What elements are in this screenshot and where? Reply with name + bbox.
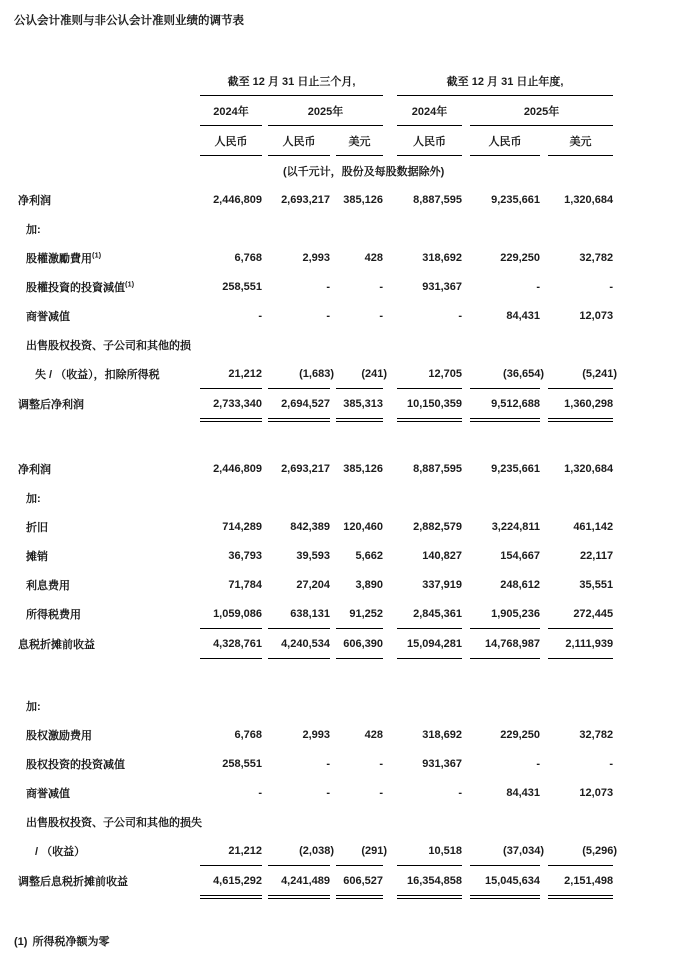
- cell-value: 15,045,634: [470, 866, 540, 898]
- row-label: 加:: [26, 223, 41, 236]
- cell-value: 385,126: [343, 193, 384, 206]
- row-label-cell: [14, 454, 200, 483]
- column-spacer: [383, 126, 397, 156]
- row-label-cell: [14, 749, 200, 778]
- year-header-fy-2024: 2024年: [397, 96, 462, 126]
- cell-value: 15,094,281: [397, 629, 462, 659]
- row-label-cell: [14, 807, 613, 836]
- column-spacer: [540, 272, 548, 301]
- row-label-cell: [14, 541, 200, 570]
- cell-value: -: [379, 280, 384, 293]
- page-title: 公认会计准则与非公认会计准则业绩的调节表: [14, 15, 244, 27]
- column-spacer: [462, 359, 470, 389]
- row-label: 失 / （收益），扣除所得税: [35, 368, 160, 381]
- cell-value: -: [609, 280, 614, 293]
- row-label: 调整后净利润: [18, 399, 84, 412]
- column-spacer: [540, 629, 548, 659]
- cell-value: 9,512,688: [470, 389, 540, 421]
- row-label-cell: [14, 389, 200, 421]
- column-spacer: [383, 272, 397, 301]
- table-row: [14, 301, 613, 330]
- column-spacer: [462, 749, 470, 778]
- column-spacer: [462, 301, 470, 330]
- table-row: [14, 214, 613, 243]
- currency-header-rmb: 人民币: [200, 126, 262, 156]
- cell-value: 2,693,217: [281, 462, 330, 475]
- row-label-cell: [14, 483, 613, 512]
- footnote-text: 所得税净额为零: [32, 936, 110, 948]
- column-spacer: [462, 454, 470, 483]
- column-spacer: [540, 512, 548, 541]
- column-spacer: [462, 629, 470, 659]
- column-spacer: [462, 836, 470, 866]
- cell-value: 385,126: [343, 462, 384, 475]
- cell-value: 337,919: [422, 578, 463, 591]
- table-header: [14, 66, 613, 185]
- period-group-row: [14, 66, 613, 96]
- row-label-cell: [14, 599, 200, 629]
- row-label-cell: [14, 629, 200, 659]
- table-row: [14, 359, 613, 389]
- cell-value: -: [609, 757, 614, 770]
- cell-value: 84,431: [506, 309, 541, 322]
- row-label: 净利润: [18, 463, 51, 476]
- row-label-cell: [14, 836, 200, 866]
- cell-value: 842,389: [290, 520, 330, 533]
- table-row: [14, 778, 613, 807]
- column-spacer: [383, 96, 397, 126]
- currency-header-row: [14, 126, 613, 156]
- column-spacer: [462, 866, 470, 898]
- cell-value: 3,890: [355, 578, 384, 591]
- row-label-cell: [14, 243, 200, 272]
- column-spacer: [540, 126, 548, 156]
- column-spacer: [540, 778, 548, 807]
- cell-value: 2,993: [302, 251, 330, 264]
- cell-value: -: [326, 757, 330, 770]
- column-spacer: [540, 243, 548, 272]
- cell-value: -: [536, 757, 541, 770]
- cell-value: 1,059,086: [200, 599, 262, 629]
- row-label-cell: [14, 214, 613, 243]
- column-spacer: [383, 301, 397, 330]
- year-header-fy-2025: 2025年: [470, 96, 613, 126]
- cell-value: 32,782: [579, 251, 614, 264]
- cell-value: 2,446,809: [213, 462, 262, 475]
- row-label-cell: [14, 185, 200, 214]
- cell-value: 2,446,809: [213, 193, 262, 206]
- header-label-spacer: [14, 126, 200, 156]
- header-label-spacer: [14, 96, 200, 126]
- cell-value: 638,131: [268, 599, 330, 629]
- row-label: 股权激励费用: [26, 729, 92, 742]
- table-row: [14, 541, 613, 570]
- row-label: 净利润: [18, 194, 51, 207]
- row-label-cell: [14, 301, 200, 330]
- cell-value: 2,845,361: [397, 599, 462, 629]
- column-spacer: [462, 512, 470, 541]
- table-row: [14, 691, 613, 720]
- row-label: 加:: [26, 700, 41, 713]
- cell-value: 229,250: [500, 251, 541, 264]
- cell-value: 91,252: [336, 599, 383, 629]
- column-spacer: [383, 629, 397, 659]
- cell-value: 9,235,661: [491, 193, 541, 206]
- row-label: / （收益）: [35, 845, 86, 858]
- cell-value: 931,367: [422, 280, 463, 293]
- currency-header-rmb: 人民币: [470, 126, 540, 156]
- cell-value: -: [326, 309, 330, 322]
- cell-value: 21,212: [200, 359, 262, 389]
- cell-value: 21,212: [200, 836, 262, 866]
- cell-value: 272,445: [548, 599, 613, 629]
- cell-value: 35,551: [579, 578, 614, 591]
- cell-value: (2,038): [268, 836, 330, 866]
- cell-value: (291): [336, 836, 383, 866]
- cell-value: 8,887,595: [413, 462, 463, 475]
- column-spacer: [462, 389, 470, 421]
- reconciliation-table: [14, 66, 618, 899]
- year-header-row: [14, 96, 613, 126]
- row-label: 商誉减值: [26, 787, 70, 800]
- cell-value: (37,034): [470, 836, 540, 866]
- cell-value: 1,320,684: [564, 193, 614, 206]
- table-row: [14, 272, 613, 301]
- units-note: (以千元计，股份及每股数据除外): [283, 165, 445, 178]
- column-spacer: [540, 866, 548, 898]
- cell-value: (5,296): [548, 836, 613, 866]
- cell-value: -: [458, 786, 463, 799]
- table-row: [14, 330, 613, 359]
- cell-value: 71,784: [228, 578, 262, 591]
- cell-value: 4,615,292: [200, 866, 262, 898]
- cell-value: 36,793: [228, 549, 262, 562]
- currency-header-rmb: 人民币: [397, 126, 462, 156]
- cell-value: -: [258, 309, 262, 322]
- footnote-ref: (1): [92, 249, 102, 259]
- units-note-row: [14, 156, 613, 186]
- cell-value: 2,993: [302, 728, 330, 741]
- cell-value: 1,905,236: [470, 599, 540, 629]
- cell-value: 1,320,684: [564, 462, 614, 475]
- cell-value: 1,360,298: [548, 389, 613, 421]
- cell-value: 8,887,595: [413, 193, 463, 206]
- year-header-q-2024: 2024年: [200, 96, 262, 126]
- cell-value: 714,289: [222, 520, 262, 533]
- cell-value: 27,204: [296, 578, 330, 591]
- cell-value: 4,328,761: [200, 629, 262, 659]
- column-spacer: [383, 749, 397, 778]
- column-spacer: [462, 272, 470, 301]
- cell-value: 5,662: [355, 549, 384, 562]
- table-body: [14, 185, 618, 897]
- column-spacer: [383, 454, 397, 483]
- cell-value: 318,692: [422, 728, 463, 741]
- footnote-marker: (1): [14, 936, 28, 948]
- cell-value: 10,518: [397, 836, 462, 866]
- cell-value: 9,235,661: [491, 462, 541, 475]
- table-row: [14, 720, 613, 749]
- cell-value: 4,241,489: [268, 866, 330, 898]
- column-spacer: [383, 720, 397, 749]
- table-row: [14, 185, 613, 214]
- column-spacer: [540, 301, 548, 330]
- cell-value: 39,593: [296, 549, 330, 562]
- cell-value: 16,354,858: [397, 866, 462, 898]
- column-spacer: [462, 243, 470, 272]
- cell-value: 2,882,579: [413, 520, 463, 533]
- cell-value: 606,390: [336, 629, 383, 659]
- row-label-cell: [14, 866, 200, 898]
- column-spacer: [383, 66, 397, 96]
- column-spacer: [540, 570, 548, 599]
- cell-value: 931,367: [422, 757, 463, 770]
- cell-value: -: [536, 280, 541, 293]
- footnote-ref: (1): [125, 278, 135, 288]
- column-spacer: [540, 185, 548, 214]
- cell-value: -: [379, 786, 384, 799]
- cell-value: 2,151,498: [548, 866, 613, 898]
- section-gap: [14, 659, 613, 692]
- cell-value: 3,224,811: [491, 520, 541, 533]
- cell-value: (1,683): [268, 359, 330, 389]
- row-label-cell: [14, 691, 613, 720]
- column-spacer: [540, 389, 548, 421]
- table-row: [14, 629, 613, 659]
- cell-value: 84,431: [506, 786, 541, 799]
- cell-value: 385,313: [336, 389, 383, 421]
- table-row: [14, 243, 613, 272]
- cell-value: 14,768,987: [470, 629, 540, 659]
- row-label: 商誉减值: [26, 310, 70, 323]
- cell-value: 318,692: [422, 251, 463, 264]
- cell-value: 2,733,340: [200, 389, 262, 421]
- column-spacer: [462, 720, 470, 749]
- table-row: [14, 483, 613, 512]
- cell-value: (241): [336, 359, 383, 389]
- column-spacer: [540, 749, 548, 778]
- table-row: [14, 454, 613, 483]
- cell-value: -: [326, 280, 330, 293]
- column-spacer: [383, 570, 397, 599]
- column-spacer: [462, 185, 470, 214]
- column-spacer: [383, 512, 397, 541]
- row-label-cell: [14, 359, 200, 389]
- table-row: [14, 866, 613, 898]
- cell-value: 6,768: [234, 251, 262, 264]
- column-spacer: [383, 866, 397, 898]
- column-spacer: [383, 541, 397, 570]
- row-label: 所得税费用: [26, 608, 81, 621]
- cell-value: 461,142: [573, 520, 614, 533]
- cell-value: 32,782: [579, 728, 614, 741]
- cell-value: -: [258, 786, 262, 799]
- cell-value: 12,705: [397, 359, 462, 389]
- column-spacer: [462, 126, 470, 156]
- cell-value: -: [379, 757, 384, 770]
- cell-value: -: [458, 309, 463, 322]
- cell-value: 154,667: [500, 549, 541, 562]
- cell-value: -: [379, 309, 384, 322]
- cell-value: 248,612: [500, 578, 541, 591]
- period-group-three-months: 截至 12 月 31 日止三个月,: [200, 66, 383, 96]
- row-label: 股权投资的投资减值: [26, 758, 125, 771]
- table-row: [14, 807, 613, 836]
- table-row: [14, 389, 613, 421]
- row-label: 加:: [26, 492, 41, 505]
- cell-value: 258,551: [222, 757, 262, 770]
- row-label-cell: [14, 570, 200, 599]
- cell-value: 2,694,527: [268, 389, 330, 421]
- column-spacer: [383, 599, 397, 629]
- table-row: [14, 570, 613, 599]
- table-row: [14, 836, 613, 866]
- column-spacer: [383, 185, 397, 214]
- table-row: [14, 599, 613, 629]
- column-spacer: [383, 243, 397, 272]
- header-label-spacer: [14, 66, 200, 96]
- cell-value: (36,654): [470, 359, 540, 389]
- table-row: [14, 749, 613, 778]
- column-spacer: [462, 570, 470, 599]
- column-spacer: [540, 720, 548, 749]
- cell-value: 428: [364, 251, 384, 264]
- row-label: 出售股权投资、子公司和其他的损: [26, 339, 191, 352]
- row-label-cell: [14, 778, 200, 807]
- row-label: 折旧: [26, 521, 48, 534]
- cell-value: 120,460: [343, 520, 384, 533]
- column-spacer: [462, 599, 470, 629]
- cell-value: 2,693,217: [281, 193, 330, 206]
- cell-value: 606,527: [336, 866, 383, 898]
- year-header-q-2025: 2025年: [268, 96, 383, 126]
- row-label-cell: [14, 330, 613, 359]
- cell-value: 229,250: [500, 728, 541, 741]
- row-label-cell: [14, 720, 200, 749]
- cell-value: -: [326, 786, 330, 799]
- cell-value: 6,768: [234, 728, 262, 741]
- row-label: 股權投資的投資減值: [26, 281, 125, 294]
- column-spacer: [540, 454, 548, 483]
- column-spacer: [540, 541, 548, 570]
- row-label: 摊销: [26, 550, 48, 563]
- cell-value: 12,073: [579, 309, 614, 322]
- cell-value: 22,117: [580, 549, 614, 562]
- period-group-full-year: 截至 12 月 31 日止年度,: [397, 66, 613, 96]
- cell-value: 428: [364, 728, 384, 741]
- section-gap: [14, 420, 613, 454]
- currency-header-usd: 美元: [548, 126, 613, 156]
- cell-value: 258,551: [222, 280, 262, 293]
- column-spacer: [462, 541, 470, 570]
- cell-value: 4,240,534: [268, 629, 330, 659]
- row-label-cell: [14, 512, 200, 541]
- cell-value: 10,150,359: [397, 389, 462, 421]
- column-spacer: [462, 96, 470, 126]
- cell-value: 12,073: [579, 786, 614, 799]
- cell-value: (5,241): [548, 359, 613, 389]
- row-label: 出售股权投资、子公司和其他的损失: [26, 816, 202, 829]
- cell-value: 140,827: [422, 549, 463, 562]
- cell-value: 2,111,939: [548, 629, 613, 659]
- column-spacer: [383, 778, 397, 807]
- row-label: 调整后息税折摊前收益: [18, 876, 128, 889]
- column-spacer: [462, 778, 470, 807]
- footnote: [14, 933, 682, 949]
- currency-header-rmb: 人民币: [268, 126, 330, 156]
- column-spacer: [540, 599, 548, 629]
- row-label: 股權激勵費用: [26, 252, 92, 265]
- currency-header-usd: 美元: [336, 126, 383, 156]
- row-label: 息税折摊前收益: [18, 638, 95, 651]
- row-label-cell: [14, 272, 200, 301]
- table-row: [14, 512, 613, 541]
- column-spacer: [383, 389, 397, 421]
- row-label: 利息费用: [26, 579, 70, 592]
